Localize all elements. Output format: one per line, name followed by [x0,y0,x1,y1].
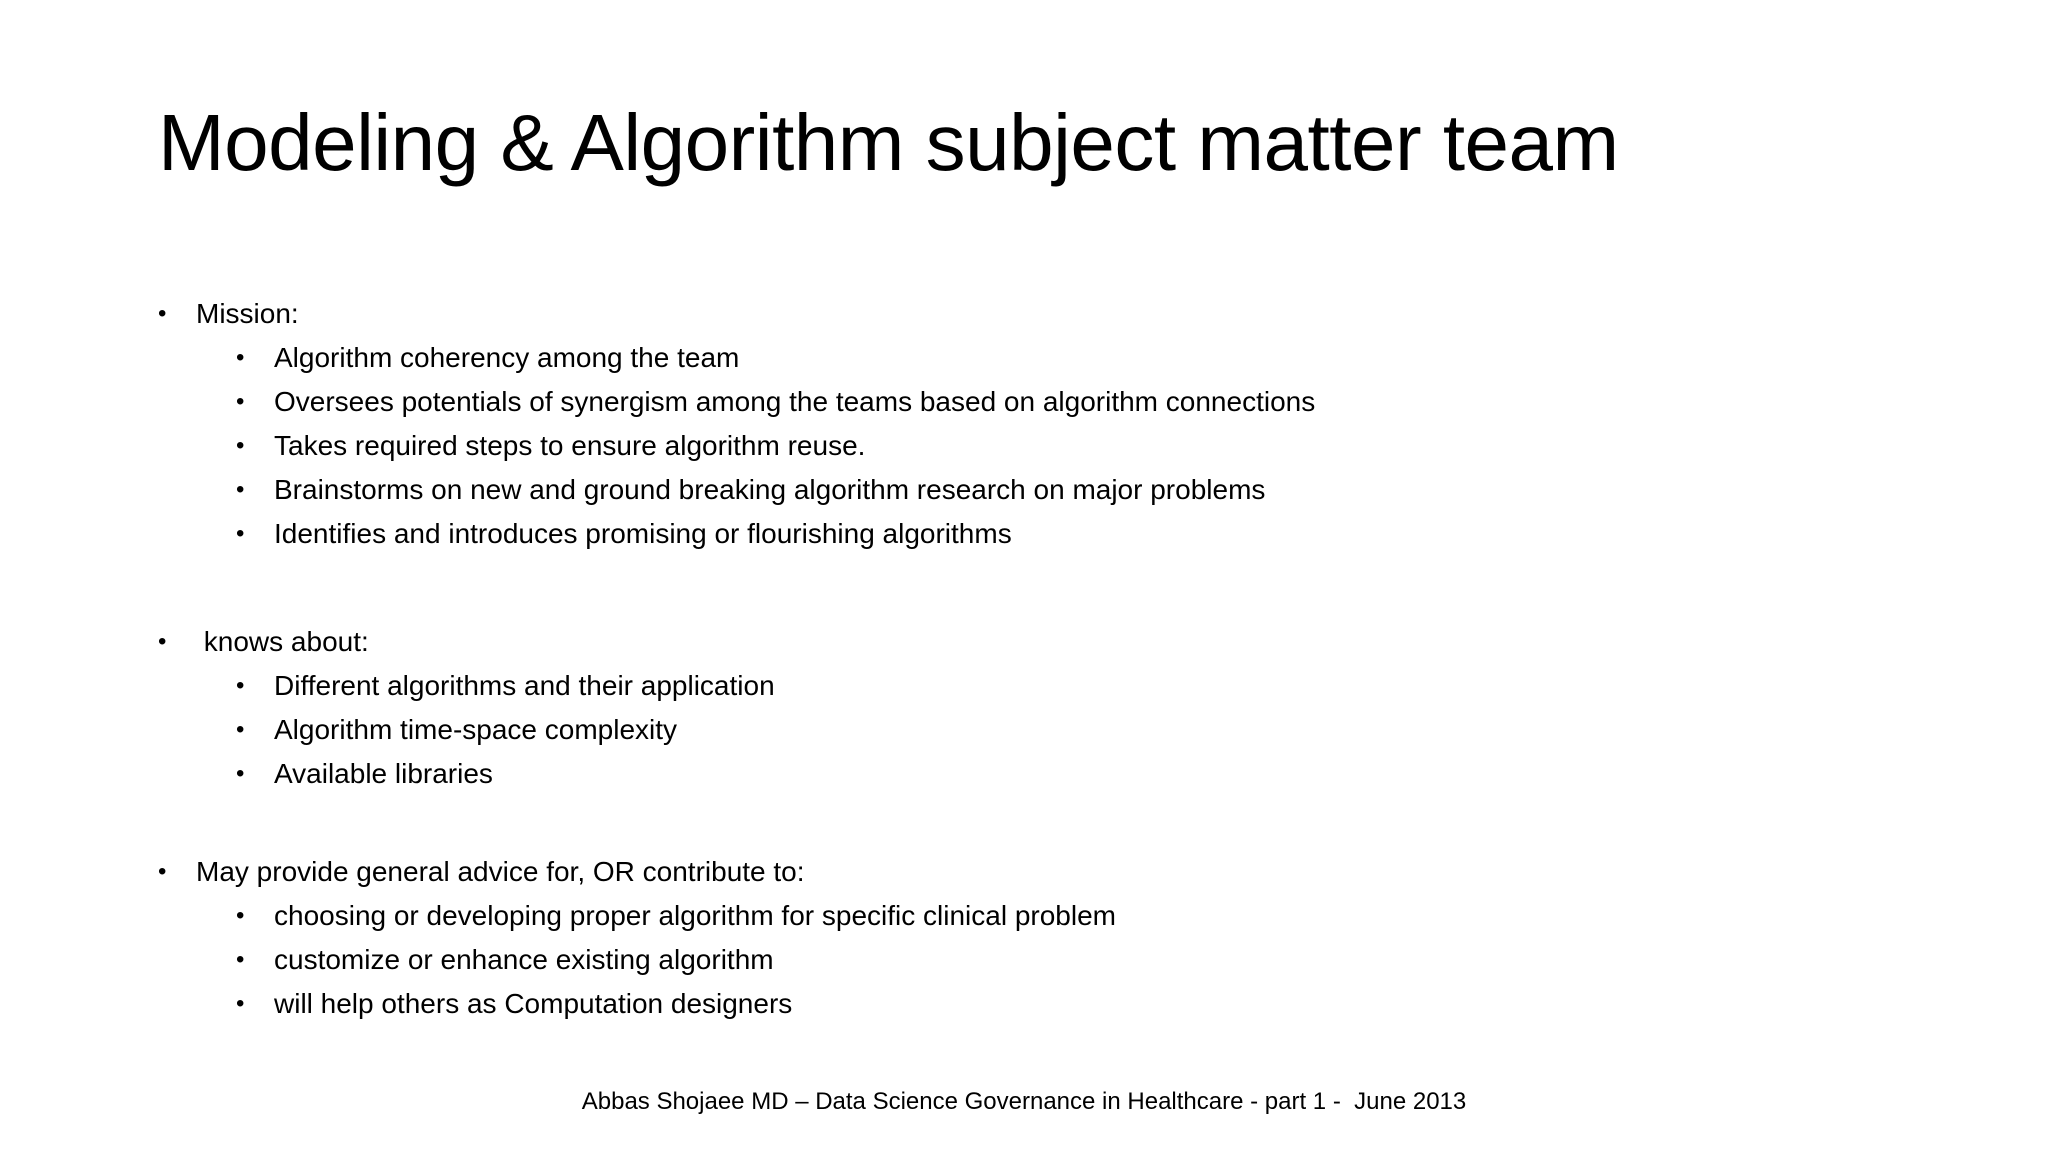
list-item [156,424,1315,468]
section-mission [156,292,1315,556]
list-item-text: Algorithm coherency among the team [274,342,740,373]
list-item [156,512,1315,556]
bullet-icon: • [236,672,245,699]
bullet-icon: • [236,344,245,371]
list-item [156,894,1116,938]
bullet-icon: • [236,520,245,547]
list-item [156,752,775,796]
bullet-heading [156,850,1116,894]
list-item-text: Algorithm time-space complexity [274,714,678,745]
list-item [156,380,1315,424]
list-item-text: Takes required steps to ensure algorithm reuse. [274,430,866,461]
list-item-text: Identifies and introduces promising or flourishing algorithms [274,518,1012,549]
slide-footer: Abbas Shojaee MD – Data Science Governance in Healthcare - part 1 - June 2013 [581,1088,1467,1115]
list-item-text: customize or enhance existing algorithm [274,944,774,975]
list-item [156,938,1116,982]
list-item-text: choosing or developing proper algorithm for specific clinical problem [274,900,1116,931]
bullet-heading [156,292,1315,336]
bullet-icon: • [158,628,167,655]
section-knows-about [156,620,775,796]
bullet-icon: • [236,716,245,743]
heading-text: Mission: [196,298,299,329]
list-item [156,664,775,708]
list-item-text: Oversees potentials of synergism among the teams based on algorithm connections [274,386,1316,417]
list-item [156,468,1315,512]
list-item [156,336,1315,380]
section-may-provide [156,850,1116,1026]
list-item [156,982,1116,1026]
bullet-icon: • [236,388,245,415]
bullet-icon: • [236,432,245,459]
list-item [156,708,775,752]
bullet-icon: • [236,990,245,1017]
bullet-icon: • [158,300,167,327]
slide-title: Modeling & Algorithm subject matter team [158,98,1619,187]
list-item-text: Brainstorms on new and ground breaking algorithm research on major problems [274,474,1266,505]
bullet-icon: • [236,946,245,973]
list-item-text: Different algorithms and their application [274,670,775,701]
list-item-text: will help others as Computation designers [274,988,793,1019]
heading-text: May provide general advice for, OR contribute to: [196,856,805,887]
bullet-icon: • [236,902,245,929]
bullet-icon: • [236,760,245,787]
bullet-icon: • [158,858,167,885]
list-item-text: Available libraries [274,758,493,789]
heading-text: knows about: [196,626,369,657]
bullet-heading [156,620,775,664]
bullet-icon: • [236,476,245,503]
